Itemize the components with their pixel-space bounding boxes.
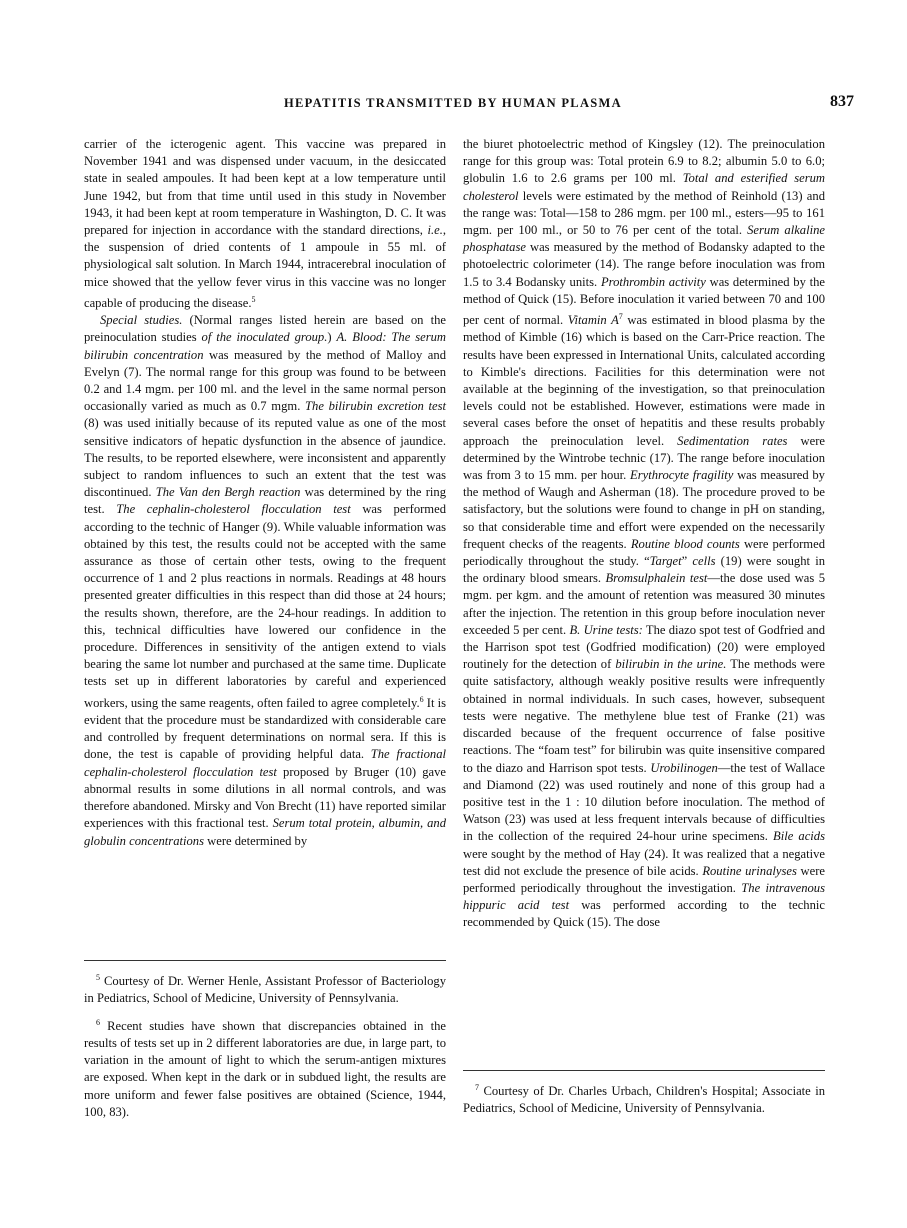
text-run: were determined by	[203, 833, 308, 848]
text-run: were sought by the method of Hay (24). It was realized that a negative test did not exclude the presence of bile acids.	[463, 846, 825, 878]
text-run: was measured by the method of Waugh and Asherman (18). The procedure proved to be satisfactory, but the solutions were found to change in pH on standing, so that considerable time and effort were expended on the necessarily frequent checks of the reagents.	[463, 468, 825, 551]
page-number: 837	[830, 93, 854, 110]
text-run: Special studies.	[100, 313, 183, 328]
text-run: —the test of Wallace and Diamond (22) was used routinely and none of this group had a positive test in the 1 : 10 dilution before inoculation. The method of Watson (23) was used at less frequent intervals because of difficulties in the collection of the required 24-hour urine specimens.	[463, 760, 825, 844]
footnote-text: Courtesy of Dr. Charles Urbach, Children's Hospital; Associate in Pediatrics, School of Medicine, University of Pennsylvania.	[463, 1084, 825, 1116]
text-run: carrier of the icterogenic agent. This vaccine was prepared in November 1941 and was dispensed under vacuum, in the desiccated state in sealed ampoules. It had been kept at a low temperature until June 1942, but from that time until used in this study in November 1943, it had been kept at room temperature in Washington, D. C. It was prepared for injection in accordance with the standard directions,	[84, 137, 446, 238]
text-run: was performed according to the technic of Hanger (9). While valuable information was obtained by this test, the results could not be accepted with the same assurance as those of certain other tests, owing to the frequent occurrence of 1 and 2 plus reactions in normals. Readings at 48 hours presented greater difficulties in this respect than did those at 24 hours; the results shown, therefore, are the 24-hour readings. In addition to this, technical difficulties have lowered our confidence in the procedure. Differences in sensitivity of the antigen extend to vials bearing the same lot number and purchased at the same time. Duplicate tests set up in different laboratories by careful and experienced workers, using the same reagents, often failed to agree completely.	[84, 502, 446, 710]
text-run: The diazo spot test of Godfried and the Harrison spot test (Godfried modification) (20) were employed routinely for the detection of	[463, 622, 826, 672]
paragraph-p1	[84, 136, 446, 312]
text-run: was measured by the method of Bodansky adapted to the photoelectric colorimeter (14). The range before inoculation was from 1.5 to 3.4 Bodansky units.	[463, 240, 825, 289]
text-run: The bilirubin excretion test	[305, 399, 446, 414]
text-run: were determined by the Wintrobe technic (17). The range before inoculation was from 3 to 15 mm. per hour.	[463, 433, 825, 483]
text-run: proposed by Bruger (10) gave abnormal results in some dilutions in all normal controls, and was therefore abandoned. Mirsky and Von Brecht (11) have reported similar experiences with this fractional test.	[84, 764, 447, 831]
text-run: Bile acids	[773, 829, 825, 844]
text-run: Total and esterified serum cholesterol	[463, 171, 825, 203]
text-run: was determined by the method of Quick (15). Before inoculation it varied between 70 and 100 per cent of normal.	[463, 274, 825, 328]
footnote-fn7	[463, 1079, 825, 1118]
text-run: Serum alkaline phosphatase	[463, 223, 825, 255]
text-run: Urobilinogen	[650, 760, 718, 775]
text-run: A. Blood: The serum bilirubin concentration	[84, 330, 446, 362]
footnote-rule	[463, 1070, 825, 1071]
text-run: Routine urinalyses	[702, 863, 797, 878]
footnote-ref: 5	[251, 294, 256, 304]
text-run: The fractional cephalin-cholesterol flocculation test	[84, 747, 446, 779]
text-run: were performed periodically throughout the investigation.	[463, 863, 825, 895]
text-run: The Van den Bergh reaction	[155, 485, 301, 500]
footnote-text: Recent studies have shown that discrepancies obtained in the results of tests set up in 2 different laboratories are due, in large part, to variation in the amount of light to which the serum-antigen mixtures are exposed. When kept in the dark or in subdued light, the results are more uniform and fewer false positives are obtained (Science, 1944, 100, 83).	[84, 1018, 446, 1119]
text-run: Target	[649, 554, 682, 569]
text-run: was performed according to the technic recommended by Quick (15). The dose	[463, 898, 825, 930]
text-run: ”	[681, 554, 693, 569]
paragraph-p2	[84, 312, 446, 849]
text-run: B. Urine tests:	[569, 622, 643, 637]
left-column	[84, 136, 446, 850]
text-run: Routine blood counts	[630, 536, 740, 551]
text-run: (19) were sought in the ordinary blood smears.	[463, 554, 825, 586]
footnotes-left	[84, 960, 446, 1127]
text-run: Prothrombin activity	[600, 274, 706, 289]
running-title: HEPATITIS TRANSMITTED BY HUMAN PLASMA	[284, 96, 622, 110]
footnote-marker: 5	[96, 973, 100, 982]
footnote-fn5	[84, 969, 446, 1008]
footnotes-right	[463, 1070, 825, 1124]
text-run: was determined by the ring test.	[84, 485, 446, 517]
text-run: (Normal ranges listed herein are based on the preinoculation studies	[84, 313, 446, 345]
text-run: Sedimentation rates	[677, 433, 788, 448]
text-run: cells	[692, 554, 716, 569]
footnote-marker: 7	[475, 1083, 479, 1092]
text-run: Erythrocyte fragility	[630, 468, 734, 483]
footnote-fn6	[84, 1014, 446, 1121]
right-column	[463, 136, 825, 932]
text-run: were performed periodically throughout the study. “	[463, 536, 825, 569]
text-run: The intravenous hippuric acid test	[463, 880, 825, 913]
text-run: —the dose used was 5 mgm. per kgm. and the amount of retention was measured 30 minutes after the injection. The retention in this group before inoculation never exceeded 5 per cent.	[463, 571, 825, 637]
text-run: (8) was used initially because of its reputed value as one of the most sensitive indicators of hepatic dysfunction in the absence of jaundice. The results, to be reported elsewhere, were inconsistent and apparently subject to random influences to such an extent that the test was discontinued.	[84, 416, 446, 500]
text-run: the biuret photoelectric method of Kingsley (12). The preinoculation range for this group was: Total protein 6.9 to 8.2; albumin 5.0 to 6.0; globulin 1.6 to 2.6 grams per 100 ml.	[463, 137, 825, 186]
text-run: was measured by the method of Malloy and Evelyn (7). The normal range for this group was found to be between 0.2 and 1.4 mgm. per 100 ml. and the level in the same normal person occasionally varied as much as 0.7 mgm.	[84, 347, 446, 414]
text-run: Bromsulphalein test	[605, 571, 708, 586]
footnote-ref: 6	[419, 694, 424, 704]
text-run: i.e.	[427, 223, 443, 238]
text-run: )	[327, 330, 337, 345]
text-run: The methods were quite satisfactory, although weakly positive results were infrequently obtained in normal individuals. In such cases, however, subsequent tests were negative. The methylene blue test of Franke (21) was discarded because of the frequent occurrence of false positive reactions. The “foam test” for bilirubin was quite insensitive compared to the diazo and Harrison spot tests.	[463, 657, 825, 775]
paragraph-p3	[463, 136, 825, 932]
text-run: Serum total protein, albumin, and globulin concentrations	[84, 816, 446, 848]
footnote-ref: 7	[618, 312, 623, 322]
footnote-marker: 6	[96, 1017, 100, 1027]
text-run: , the suspension of dried contents of 1 ampoule in 55 ml. of physiological salt solution. In March 1944, intracerebral inoculation of mice showed that the yellow fever virus in this vaccine was no longer capable of producing the disease.	[84, 223, 446, 311]
footnote-rule	[84, 960, 446, 961]
text-run: levels were estimated by the method of Reinhold (13) and the range was: Total—158 to 286 mgm. per 100 ml., esters—95 to 161 mgm. per 100 ml., or 50 to 76 per cent of the total.	[463, 188, 825, 238]
text-run: of the inoculated group.	[201, 330, 328, 345]
footnote-text: Courtesy of Dr. Werner Henle, Assistant Professor of Bacteriology in Pediatrics, School of Medicine, University of Pennsylvania.	[84, 974, 446, 1006]
text-run: It is evident that the procedure must be standardized with considerable care and controlled by frequent determinations on normal sera. If this is done, the test is capable of providing helpful data.	[84, 695, 447, 762]
page-header	[84, 93, 854, 116]
text-run: Vitamin A	[567, 313, 619, 328]
text-run: The cephalin-cholesterol flocculation test	[116, 502, 351, 517]
text-run: was estimated in blood plasma by the method of Kimble (16) which is based on the Carr-Price reaction. The results have been expressed in International Units, calculated according to Kimble's directions. Facilities for this determination were not available at the beginning of the investigation, so that preinoculation levels could not be established. However, estimations were made in several cases before the onset of hepatitis and these results probably approach the preinoculation level.	[463, 313, 825, 448]
text-run: bilirubin in the urine.	[615, 657, 727, 672]
